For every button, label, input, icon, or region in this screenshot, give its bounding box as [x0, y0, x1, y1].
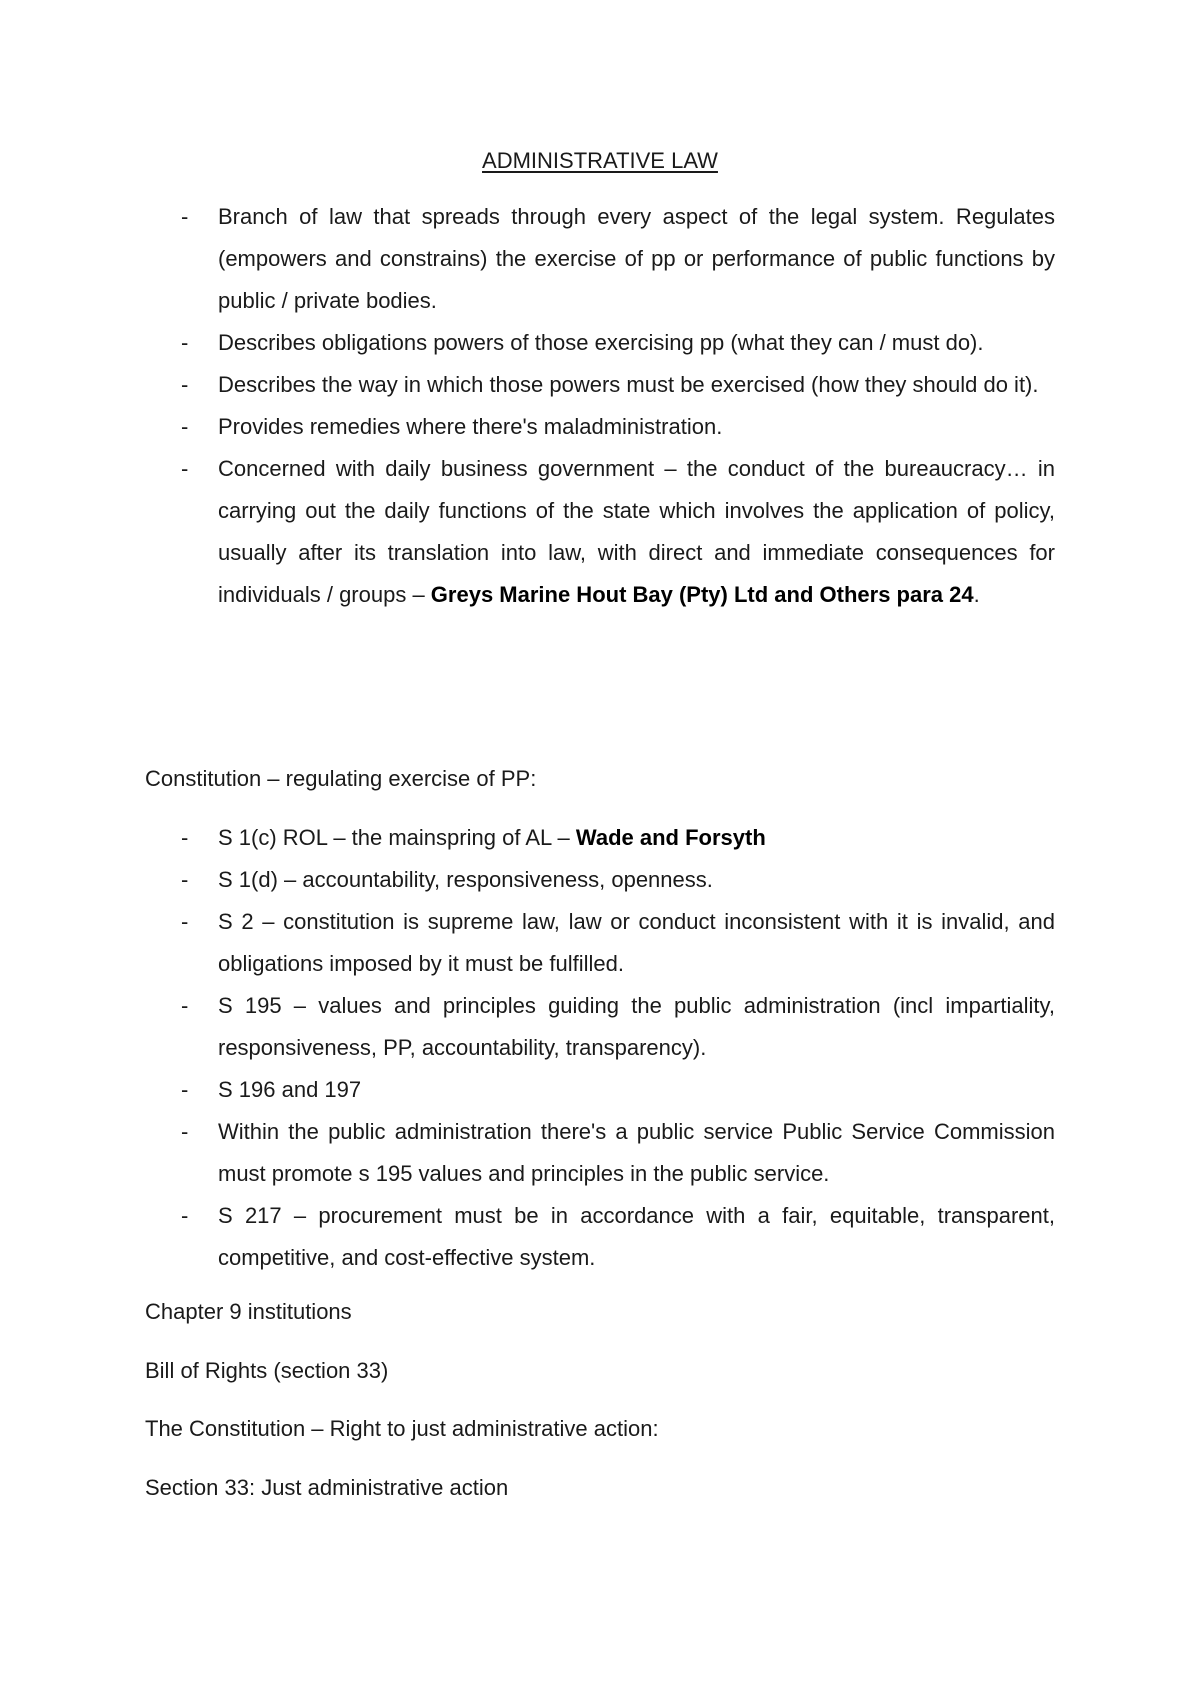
- list-item-text: S 217 – procurement must be in accordance with a fair, equitable, transparent, competitive, and cost-effective system.: [218, 1203, 1055, 1270]
- bullet-dash: -: [181, 330, 189, 355]
- list-item: [145, 859, 1055, 901]
- list-item-text: Within the public administration there's a public service Public Service Commission must promote s 195 values and principles in the public service.: [218, 1119, 1055, 1186]
- list-item-text: Provides remedies where there's maladministration.: [218, 414, 723, 439]
- list-item-text: Branch of law that spreads through every aspect of the legal system. Regulates (empowers and constrains) the exercise of pp or performance of public functions by public / private bodies.: [218, 204, 1055, 313]
- bullet-dash: -: [181, 372, 189, 397]
- list-item-text: S 195 – values and principles guiding the public administration (incl impartiality, responsiveness, PP, accountability, transparency).: [218, 993, 1055, 1060]
- overview-bullet-list: [145, 196, 1055, 616]
- right-heading: The Constitution – Right to just administrative action:: [145, 1416, 659, 1441]
- list-item-text: S 196 and 197: [218, 1077, 362, 1102]
- case-citation: Greys Marine Hout Bay (Pty) Ltd and Others para 24: [430, 582, 974, 607]
- bullet-dash: -: [181, 867, 189, 892]
- list-item-tail: .: [973, 582, 980, 607]
- list-item-text: S 2 – constitution is supreme law, law or conduct inconsistent with it is invalid, and obligations imposed by it must be fulfilled.: [218, 909, 1055, 976]
- list-item: [145, 817, 1055, 859]
- list-item-text: S 1(c) ROL – the mainspring of AL –: [218, 825, 576, 850]
- constitution-bullet-list: [145, 817, 1055, 1279]
- bullet-dash: -: [181, 1203, 189, 1228]
- bullet-dash: -: [181, 993, 189, 1018]
- section33-heading: Section 33: Just administrative action: [145, 1475, 509, 1500]
- list-item: [145, 1111, 1055, 1195]
- document-title: ADMINISTRATIVE LAW: [482, 148, 718, 173]
- constitution-heading: Constitution – regulating exercise of PP:: [145, 766, 537, 791]
- list-item: [145, 1195, 1055, 1279]
- list-item: [145, 196, 1055, 322]
- list-item: [145, 901, 1055, 985]
- list-item-text: S 1(d) – accountability, responsiveness, openness.: [218, 867, 713, 892]
- list-item-text: Describes obligations powers of those exercising pp (what they can / must do).: [218, 330, 984, 355]
- bullet-dash: -: [181, 825, 189, 850]
- bullet-dash: -: [181, 456, 189, 481]
- bullet-dash: -: [181, 204, 189, 229]
- list-item: [145, 448, 1055, 616]
- list-item: [145, 985, 1055, 1069]
- list-item: [145, 406, 1055, 448]
- bullet-dash: -: [181, 909, 189, 934]
- list-item: [145, 322, 1055, 364]
- bullet-dash: -: [181, 1119, 189, 1144]
- bullet-dash: -: [181, 1077, 189, 1102]
- chapter9-heading: Chapter 9 institutions: [145, 1299, 352, 1324]
- author-citation: Wade and Forsyth: [575, 825, 766, 850]
- list-item-text: Describes the way in which those powers must be exercised (how they should do it).: [218, 372, 1039, 397]
- bill-of-rights-heading: Bill of Rights (section 33): [145, 1358, 389, 1383]
- list-item-text: Concerned with daily business government – the conduct of the bureaucracy… in carrying out the daily functions of the state which involves the application of policy, usually after its translation into law, with direct and immediate consequences for individuals / groups –: [218, 456, 1055, 607]
- list-item: [145, 1069, 1055, 1111]
- bullet-dash: -: [181, 414, 189, 439]
- list-item: [145, 364, 1055, 406]
